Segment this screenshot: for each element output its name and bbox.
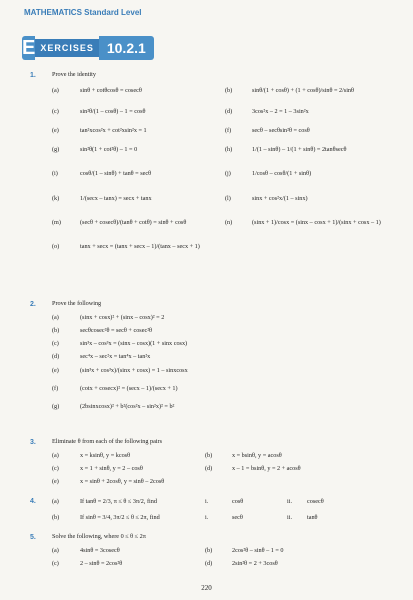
item-label: (a) [52,498,59,505]
page-number: 220 [201,584,212,592]
item-text: 4sinθ = 3cosecθ [80,547,120,554]
item-text: 2cos²θ – sinθ – 1 = 0 [232,547,284,554]
item-label: (a) [52,452,59,459]
item-label: (f) [225,127,232,134]
q1-intro: Prove the identity [52,71,96,78]
item-text: x = ksinθ, y = kcosθ [80,452,131,459]
exercise-word: XERCISES [35,39,99,57]
item-text: secθ [232,514,243,521]
item-text: x = sinθ + 2cosθ, y = sinθ – 2cosθ [80,478,165,485]
item-label: (j) [225,170,231,177]
item-text: 3cos²x – 2 = 1 – 3sin²x [252,108,309,115]
item-label: (d) [52,353,60,360]
item-label: (c) [52,108,59,115]
item-text: (sinx + cosx)² + (sinx – cosx)² = 2 [80,314,165,321]
item-label: (d) [205,560,213,567]
item-label: (d) [205,465,213,472]
running-header: MATHEMATICS Standard Level [24,8,142,17]
item-label: (i) [52,170,58,177]
item-label: (c) [52,340,59,347]
item-text: sinθ/(1 + cosθ) + (1 + cosθ)/sinθ = 2/sinθ [252,87,354,94]
item-label: (h) [225,146,233,153]
item-label: (c) [52,560,59,567]
item-label: (l) [225,195,231,202]
exercise-e-letter: E [22,36,36,59]
item-label: (m) [52,219,61,226]
item-label: (b) [205,547,213,554]
item-label: (b) [205,452,213,459]
item-text: x = bsinθ, y = acosθ [232,452,282,459]
item-label: (b) [225,87,233,94]
item-text: sin³x – cos³x = (sinx – cosx)(1 + sinx cosx) [80,340,188,347]
exercise-banner [22,36,152,60]
item-text: (2bsinxcosx)² + b²(cos²x – sin²x)² = b² [80,403,175,410]
item-label: (d) [225,108,233,115]
item-label: i. [205,514,209,521]
item-text: x – 1 = bsinθ, y = 2 + acosθ [232,465,301,472]
item-text: sin²θ(1 + cot²θ) – 1 = 0 [80,146,138,153]
q5-number: 5. [30,534,36,541]
q1-number: 1. [30,72,36,79]
item-text: tan²xcos²x + cot²xsin²x = 1 [80,127,147,134]
q3-number: 3. [30,439,36,446]
item-text: sec⁴x – sec²x = tan⁴x – tan²x [80,353,151,360]
item-label: ii. [287,498,292,505]
item-label: (g) [52,146,60,153]
item-text: 1/(secx – tanx) = secx + tanx [80,195,152,202]
item-label: (c) [52,465,59,472]
item-text: sinθ + cotθcosθ = cosecθ [80,87,142,94]
item-text: (sinx + 1)/cosx = (sinx – cosx + 1)/(sinx + cosx – 1) [252,219,381,226]
item-text: cosθ [232,498,244,505]
item-text: 1/(1 – sinθ) – 1/(1 + sinθ) = 2tanθsecθ [252,146,347,153]
q3-intro: Eliminate θ from each of the following pairs [52,438,163,445]
item-text: tanθ [307,514,318,521]
item-label: (b) [52,327,60,334]
item-text: 2 – sinθ = 2cos²θ [80,560,123,567]
item-text: (sin³x + cos³x)/(sinx + cosx) = 1 – sinxcosx [80,367,188,374]
exercise-number: 10.2.1 [99,36,154,60]
item-label: (a) [52,547,59,554]
item-text: sin²θ/(1 – cosθ) – 1 = cosθ [80,108,146,115]
item-label: (k) [52,195,60,202]
item-label: (e) [52,478,59,485]
item-label: (o) [52,243,60,250]
item-label: (n) [225,219,233,226]
item-label: i. [205,498,209,505]
item-text: x = 1 + sinθ, y = 2 – cosθ [80,465,143,472]
item-text: cosθ/(1 – sinθ) + tanθ = secθ [80,170,152,177]
item-text: (cotx + cosecx)² = (secx – 1)/(secx + 1) [80,385,178,392]
q2-number: 2. [30,301,36,308]
item-text: tanx + secx = (tanx + secx – 1)/(tanx – secx + 1) [80,243,200,250]
item-label: (f) [52,385,59,392]
item-text: cosecθ [307,498,324,505]
q2-intro: Prove the following [52,300,102,307]
q5-intro: Solve the following, where 0 ≤ θ ≤ 2π [52,533,146,540]
item-text: secθcosec²θ = secθ + cosec²θ [80,327,153,334]
item-label: (a) [52,87,59,94]
item-label: (g) [52,403,60,410]
item-text: If sinθ = 3/4, 3π/2 ≤ θ ≤ 2π, find [80,514,160,521]
q4-number: 4. [30,498,36,505]
item-label: (e) [52,367,59,374]
item-text: 1/cosθ – cosθ/(1 + sinθ) [252,170,312,177]
item-label: (b) [52,514,60,521]
item-label: (e) [52,127,59,134]
item-label: (a) [52,314,59,321]
item-text: If tanθ = 2/3, π ≤ θ ≤ 3π/2, find [80,498,157,505]
item-text: secθ – secθsin²θ = cosθ [252,127,310,134]
item-label: ii. [287,514,292,521]
item-text: sinx + cos²x/(1 – sinx) [252,195,308,202]
item-text: 2sin²θ = 2 + 3cosθ [232,560,278,567]
item-text: (secθ + cosecθ)/(tanθ + cotθ) = sinθ + cosθ [80,219,187,226]
